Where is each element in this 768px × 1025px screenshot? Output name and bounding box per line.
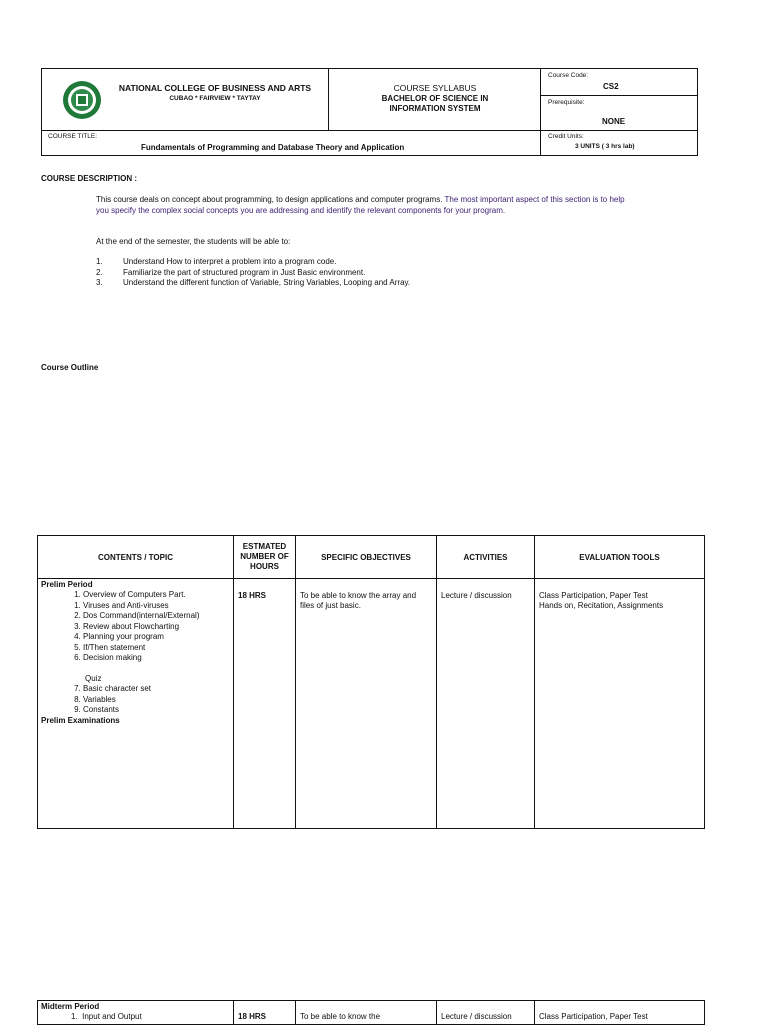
prelim-topics-list-2 <box>41 684 230 716</box>
header-divider <box>328 68 329 130</box>
prelim-period-label: Prelim Period <box>41 580 93 589</box>
prelim-topics-list <box>41 590 230 664</box>
header-divider <box>540 95 698 96</box>
course-outline-table-midterm <box>37 1000 705 1025</box>
list-item: 3. Review about Flowcharting <box>83 622 230 633</box>
column-header-objectives: SPECIFIC OBJECTIVES <box>296 536 437 579</box>
description-sentence-1: This course deals on concept about programming, to design applications and computer programs. <box>96 195 445 204</box>
objective-item: 3. Understand the different function of Variable, String Variables, Looping and Array. <box>96 278 411 287</box>
table-row <box>38 579 705 829</box>
objective-cell: To be able to know the <box>296 1001 437 1025</box>
objectives-list <box>96 257 410 289</box>
activity-cell: Lecture / discussion <box>437 579 535 829</box>
course-description-heading: COURSE DESCRIPTION : <box>41 174 138 183</box>
course-outline-heading: Course Outline <box>41 363 99 372</box>
description-sentence-2-cont: you specify the complex social concepts you are addressing and identify the relevant components for your program. <box>96 205 506 215</box>
column-header-hours: ESTMATED NUMBER OF HOURS <box>234 536 296 579</box>
list-item: 1. Input and Output <box>71 1012 142 1021</box>
list-item: 7. Basic character set <box>83 684 230 695</box>
column-header-topic: CONTENTS / TOPIC <box>38 536 234 579</box>
course-title-label: COURSE TITLE: <box>48 133 98 140</box>
column-header-evaluation: EVALUATION TOOLS <box>535 536 705 579</box>
objective-cell: To be able to know the array and files of just basic. <box>296 579 437 829</box>
list-item: 8. Variables <box>83 695 230 706</box>
course-code-value: CS2 <box>603 82 619 91</box>
table-row <box>38 1001 705 1025</box>
header-divider <box>41 130 698 131</box>
hours-cell: 18 HRS <box>234 1001 296 1025</box>
evaluation-line: Hands on, Recitation, Assignments <box>539 601 664 610</box>
school-campuses: CUBAO * FAIRVIEW * TAYTAY <box>169 95 261 102</box>
hours-cell: 18 HRS <box>234 579 296 829</box>
course-title-value: Fundamentals of Programming and Database Theory and Application <box>141 143 405 152</box>
list-item: 1. Viruses and Anti-viruses <box>83 601 230 612</box>
course-code-label: Course Code: <box>548 72 589 79</box>
list-item: 6. Decision making <box>83 653 230 664</box>
list-item: 1. Overview of Computers Part. <box>83 590 230 601</box>
topic-cell <box>38 579 234 829</box>
objective-item: 2. Familiarize the part of structured program in Just Basic environment. <box>96 267 366 277</box>
credit-units-value: 3 UNITS ( 3 hrs lab) <box>575 143 635 150</box>
course-description-text <box>96 195 726 216</box>
list-item: 9. Constants <box>83 705 230 716</box>
table-header-row <box>38 536 705 579</box>
prerequisite-value: NONE <box>602 117 626 126</box>
description-sentence-2: The most important aspect of this section is to help <box>444 195 625 204</box>
objectives-intro: At the end of the semester, the students will be able to: <box>96 237 291 246</box>
column-header-activities: ACTIVITIES <box>437 536 535 579</box>
objective-item: 1. Understand How to interpret a problem into a program code. <box>96 257 337 266</box>
program-line-1: BACHELOR OF SCIENCE IN <box>381 94 489 103</box>
list-item: 4. Planning your program <box>83 632 230 643</box>
evaluation-cell <box>535 579 705 829</box>
evaluation-line: Class Participation, Paper Test <box>539 591 648 600</box>
prerequisite-label: Prerequisite: <box>548 99 585 106</box>
list-item: 5. If/Then statement <box>83 643 230 654</box>
quiz-label: Quiz <box>85 673 102 683</box>
evaluation-cell: Class Participation, Paper Test <box>535 1001 705 1025</box>
list-item: 2. Dos Command(internal/External) <box>83 611 230 622</box>
topic-cell <box>38 1001 234 1025</box>
midterm-period-label: Midterm Period <box>41 1002 100 1011</box>
activity-cell: Lecture / discussion <box>437 1001 535 1025</box>
header-divider <box>540 68 541 156</box>
school-name: NATIONAL COLLEGE OF BUSINESS AND ARTS <box>118 83 312 93</box>
course-outline-table <box>37 535 705 829</box>
credit-units-label: Credit Units: <box>548 133 584 140</box>
prelim-exam-label: Prelim Examinations <box>41 715 120 725</box>
syllabus-label: COURSE SYLLABUS <box>393 83 477 93</box>
program-line-2: INFORMATION SYSTEM <box>389 104 481 113</box>
school-seal-logo <box>62 80 102 120</box>
